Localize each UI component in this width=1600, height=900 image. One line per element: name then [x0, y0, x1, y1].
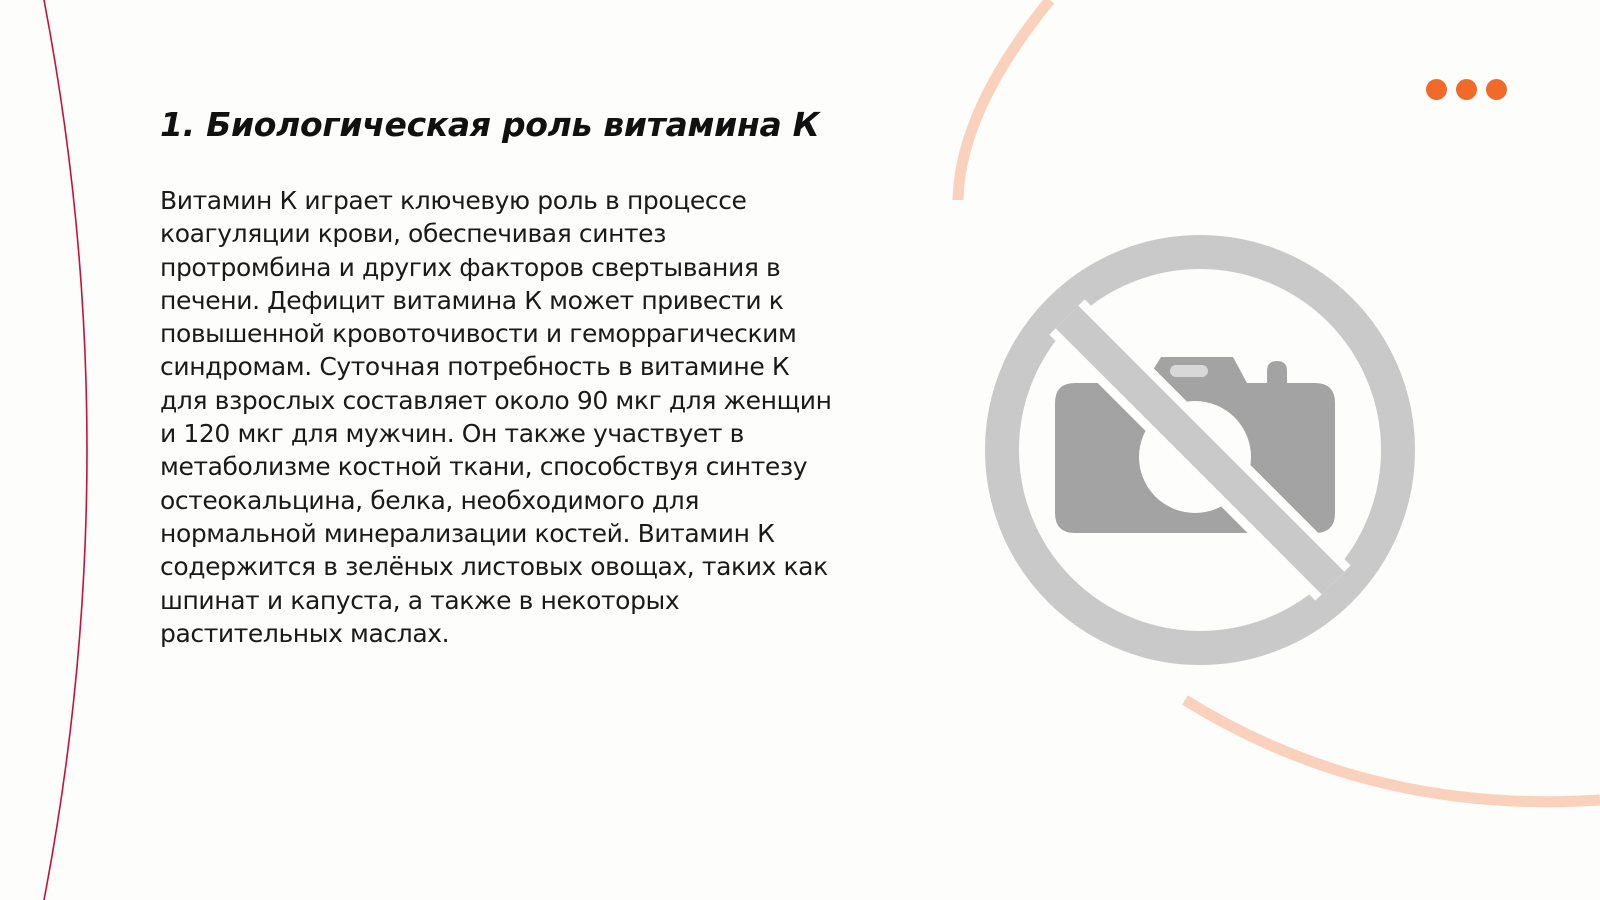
- left-decorative-curve: [0, 0, 120, 900]
- no-image-camera-icon: [985, 235, 1415, 665]
- dot-icon: [1456, 79, 1477, 100]
- three-dots-icon[interactable]: [1426, 79, 1507, 100]
- dot-icon: [1486, 79, 1507, 100]
- dot-icon: [1426, 79, 1447, 100]
- slide-title: 1. Биологическая роль витамина К: [160, 105, 820, 144]
- slide-body-text: Витамин К играет ключевую роль в процессе коагуляции крови, обеспечивая синтез протромбина и других факторов свертывания в печени. Дефицит витамина К может привести к повышенной кровоточивости и геморрагическим синдромам. Суточная потребность в витамине К для взрослых составляет около 90 мкг для женщин и 120 мкг для мужчин. Он также участвует в метаболизме костной ткани, способствуя синтезу остеокальцина, белка, необходимого для нормальной минерализации костей. Витамин К содержится в зелёных листовых овощах, таких как шпинат и капуста, а также в некоторых растительных маслах.: [160, 186, 832, 648]
